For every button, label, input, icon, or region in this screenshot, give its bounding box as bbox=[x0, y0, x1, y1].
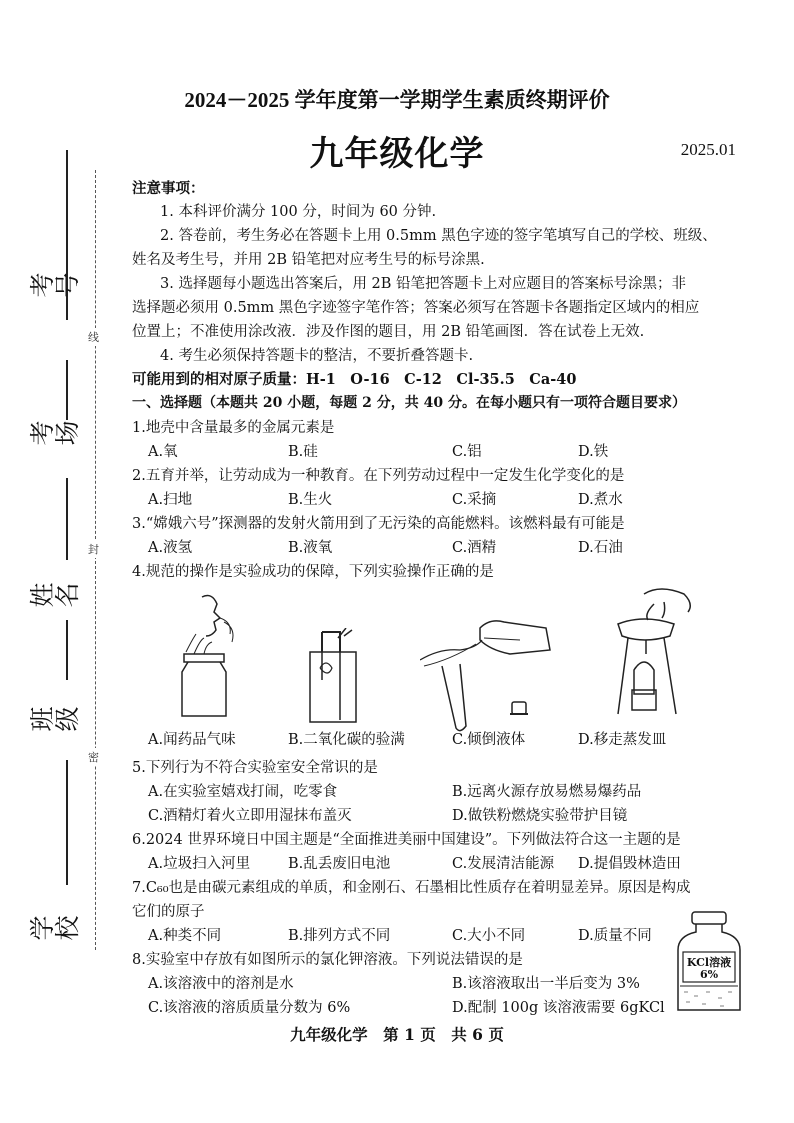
section-heading: 一、选择题（本题共 20 小题，每题 2 分，共 40 分。在每小题只有一项符合题目要求） bbox=[132, 395, 686, 411]
figure-co2-test bbox=[298, 628, 368, 724]
seal-char-seal: 封 bbox=[88, 540, 99, 558]
option-d: D.煮水 bbox=[578, 492, 623, 508]
question-stem: 6.2024 世界环境日中国主题是“全面推进美丽中国建设”。下列做法符合这一主题的是 bbox=[132, 832, 681, 848]
option-c: C.该溶液的溶质质量分数为 6% bbox=[148, 1000, 351, 1016]
option-c: C.采摘 bbox=[452, 492, 497, 508]
margin-line bbox=[66, 620, 68, 680]
option-b: B.排列方式不同 bbox=[288, 928, 391, 944]
notice-item: 2. 答卷前，考生务必在答题卡上用 0.5mm 黑色字迹的签字笔填写自己的学校、班级、 bbox=[160, 228, 717, 244]
margin-label-school: 学校 bbox=[29, 915, 79, 944]
option-b: B.乱丢废旧电池 bbox=[288, 856, 391, 872]
margin-label-exam-room: 考场 bbox=[29, 420, 79, 449]
option-b: B.二氧化碳的验满 bbox=[288, 732, 405, 748]
margin-label-class: 班级 bbox=[29, 706, 79, 735]
notice-item: 位置上；不准使用涂改液．涉及作图的题目，用 2B 铅笔画图．答在试卷上无效. bbox=[132, 324, 645, 340]
option-b: B.生火 bbox=[288, 492, 333, 508]
margin-line bbox=[66, 360, 68, 420]
bottle-label-name: KCl溶液 bbox=[686, 956, 732, 969]
notice-item: 4. 考生必须保持答题卡的整洁，不要折叠答题卡. bbox=[160, 348, 474, 364]
option-d: D.石油 bbox=[578, 540, 623, 556]
margin-line bbox=[66, 760, 68, 885]
atomic-masses: 可能用到的相对原子质量：H-1 O-16 C-12 Cl-35.5 Ca-40 bbox=[132, 371, 577, 388]
margin-line bbox=[66, 478, 68, 560]
figure-pour-liquid bbox=[420, 610, 560, 732]
question-stem: 8.实验室中存放有如图所示的氯化钾溶液。下列说法错误的是 bbox=[132, 952, 523, 968]
option-c: C.酒精 bbox=[452, 540, 497, 556]
option-c: C.倾倒液体 bbox=[452, 732, 526, 748]
exam-date: 2025.01 bbox=[680, 140, 736, 159]
option-d: D.做铁粉燃烧实验带护目镜 bbox=[452, 808, 628, 824]
subject-title: 九年级化学 bbox=[309, 134, 485, 174]
question-stem: 3.“嫦娥六号”探测器的发射火箭用到了无污染的高能燃料。该燃料最有可能是 bbox=[132, 516, 625, 532]
option-a: A.垃圾扫入河里 bbox=[148, 856, 251, 872]
option-c: C.大小不同 bbox=[452, 928, 526, 944]
notice-item: 选择题必须用 0.5mm 黑色字迹签字笔作答；答案必须写在答题卡各题指定区域内的相应 bbox=[132, 300, 700, 316]
notice-item: 3. 选择题每小题选出答案后，用 2B 铅笔把答题卡上对应题目的答案标号涂黑；非 bbox=[160, 276, 687, 292]
question-stem: 7.C₆₀也是由碳元素组成的单质，和金刚石、石墨相比性质存在着明显差异。原因是构成 bbox=[132, 880, 691, 896]
seal-dashed-line bbox=[95, 170, 96, 950]
option-a: A.该溶液中的溶剂是水 bbox=[148, 976, 294, 992]
question-stem: 5.下列行为不符合实验室安全常识的是 bbox=[132, 760, 378, 776]
kcl-bottle-figure bbox=[674, 910, 744, 1016]
option-a: A.在实验室嬉戏打闹，吃零食 bbox=[148, 784, 338, 800]
option-a: A.液氢 bbox=[148, 540, 193, 556]
option-b: B.硅 bbox=[288, 444, 318, 460]
option-c: C.酒精灯着火立即用湿抹布盖灭 bbox=[148, 808, 352, 824]
question-stem-continued: 它们的原子 bbox=[132, 904, 205, 920]
option-b: B.液氧 bbox=[288, 540, 333, 556]
option-c: C.铝 bbox=[452, 444, 482, 460]
question-stem: 2.五育并举，让劳动成为一种教育。在下列劳动过程中一定发生化学变化的是 bbox=[132, 468, 625, 484]
figure-smell-chemical bbox=[172, 592, 252, 722]
option-a: A.氧 bbox=[148, 444, 178, 460]
option-d: D.提倡毁林造田 bbox=[578, 856, 681, 872]
option-d: D.移走蒸发皿 bbox=[578, 732, 667, 748]
option-d: D.配制 100g 该溶液需要 6gKCl bbox=[452, 1000, 665, 1016]
notice-heading: 注意事项： bbox=[132, 180, 205, 197]
option-d: D.铁 bbox=[578, 444, 609, 460]
option-b: B.远离火源存放易燃易爆药品 bbox=[452, 784, 642, 800]
option-a: A.扫地 bbox=[148, 492, 193, 508]
page-footer: 九年级化学 第 1 页 共 6 页 bbox=[290, 1025, 504, 1044]
figure-evaporating-dish bbox=[604, 584, 704, 724]
seal-char-secret: 密 bbox=[88, 748, 99, 766]
notice-item: 1. 本科评价满分 100 分，时间为 60 分钟. bbox=[160, 204, 437, 220]
option-b: B.该溶液取出一半后变为 3% bbox=[452, 976, 640, 992]
notice-item: 姓名及考生号，并用 2B 铅笔把对应考生号的标号涂黑. bbox=[132, 252, 485, 268]
margin-label-name: 姓名 bbox=[29, 582, 79, 611]
option-d: D.质量不同 bbox=[578, 928, 652, 944]
option-c: C.发展清洁能源 bbox=[452, 856, 555, 872]
exam-header-title: 2024－2025 学年度第一学期学生素质终期评价 bbox=[184, 88, 610, 112]
bottle-label-percent: 6% bbox=[699, 968, 719, 981]
margin-label-exam-number: 考号 bbox=[29, 272, 79, 301]
seal-char-line: 线 bbox=[88, 328, 99, 346]
question-stem: 1.地壳中含量最多的金属元素是 bbox=[132, 420, 335, 436]
option-a: A.闻药品气味 bbox=[148, 732, 236, 748]
question-stem: 4.规范的操作是实验成功的保障，下列实验操作正确的是 bbox=[132, 564, 494, 580]
option-a: A.种类不同 bbox=[148, 928, 222, 944]
